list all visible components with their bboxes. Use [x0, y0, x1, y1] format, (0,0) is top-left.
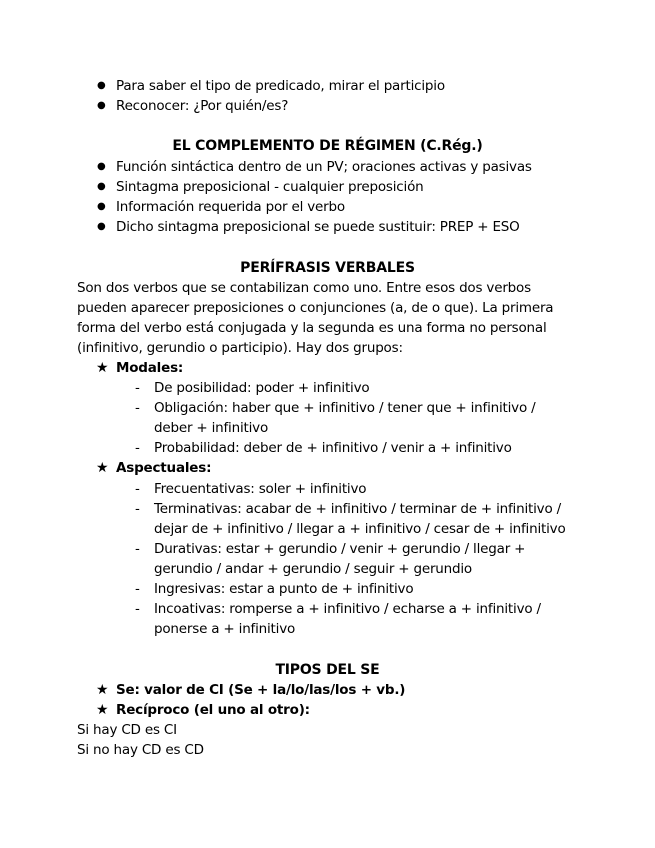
dash-marker: -	[135, 501, 140, 517]
bullet-dot: ●	[97, 80, 106, 91]
plain-line: Si hay CD es CI	[77, 722, 177, 738]
list-item: Reconocer: ¿Por quién/es?	[116, 98, 289, 114]
list-item: Ingresivas: estar a punto de + infinitivo	[154, 581, 414, 597]
list-item-continuation: gerundio / andar + gerundio / seguir + gerundio	[154, 561, 472, 577]
bullet-dot: ●	[97, 100, 106, 111]
list-item: Incoativas: romperse a + infinitivo / echarse a + infinitivo /	[154, 601, 541, 617]
list-item-continuation: dejar de + infinitivo / llegar a + infinitivo / cesar de + infinitivo	[154, 521, 566, 537]
star-icon: ★	[96, 360, 109, 376]
star-icon: ★	[96, 682, 109, 698]
list-item-continuation: deber + infinitivo	[154, 420, 269, 436]
bullet-dot: ●	[97, 201, 106, 212]
bullet-dot: ●	[97, 181, 106, 192]
dash-marker: -	[135, 601, 140, 617]
dash-marker: -	[135, 400, 140, 416]
list-item: Frecuentativas: soler + infinitivo	[154, 481, 367, 497]
bullet-dot: ●	[97, 221, 106, 232]
list-item-continuation: ponerse a + infinitivo	[154, 621, 296, 637]
plain-line: Si no hay CD es CD	[77, 742, 204, 758]
list-item: Terminativas: acabar de + infinitivo / terminar de + infinitivo /	[154, 501, 561, 517]
list-item: Probabilidad: deber de + infinitivo / venir a + infinitivo	[154, 440, 512, 456]
paragraph-line: pueden aparecer preposiciones o conjunciones (a, de o que). La primera	[77, 300, 554, 316]
list-item: Se: valor de CI (Se + la/lo/las/los + vb.)	[116, 682, 406, 698]
star-icon: ★	[96, 460, 109, 476]
paragraph-line: (infinitivo, gerundio o participio). Hay dos grupos:	[77, 340, 403, 356]
list-item: Información requerida por el verbo	[116, 199, 345, 215]
dash-marker: -	[135, 541, 140, 557]
section-heading-perifrasis: PERÍFRASIS VERBALES	[240, 260, 415, 276]
bullet-dot: ●	[97, 161, 106, 172]
dash-marker: -	[135, 481, 140, 497]
list-item: Sintagma preposicional - cualquier preposición	[116, 179, 424, 195]
aspectuales-label: Aspectuales:	[116, 460, 212, 476]
list-item: Obligación: haber que + infinitivo / tener que + infinitivo /	[154, 400, 536, 416]
star-icon: ★	[96, 702, 109, 718]
list-item: Dicho sintagma preposicional se puede sustituir: PREP + ESO	[116, 219, 520, 235]
dash-marker: -	[135, 440, 140, 456]
list-item: Durativas: estar + gerundio / venir + gerundio / llegar +	[154, 541, 526, 557]
list-item: De posibilidad: poder + infinitivo	[154, 380, 370, 396]
list-item: Recíproco (el uno al otro):	[116, 702, 310, 718]
list-item: Función sintáctica dentro de un PV; oraciones activas y pasivas	[116, 159, 532, 175]
section-heading-regimen: EL COMPLEMENTO DE RÉGIMEN (C.Rég.)	[172, 138, 483, 154]
dash-marker: -	[135, 380, 140, 396]
dash-marker: -	[135, 581, 140, 597]
modales-label: Modales:	[116, 360, 184, 376]
section-heading-tipos-se: TIPOS DEL SE	[275, 662, 380, 678]
list-item: Para saber el tipo de predicado, mirar el participio	[116, 78, 445, 94]
paragraph-line: forma del verbo está conjugada y la segunda es una forma no personal	[77, 320, 547, 336]
paragraph-line: Son dos verbos que se contabilizan como uno. Entre esos dos verbos	[77, 280, 531, 296]
